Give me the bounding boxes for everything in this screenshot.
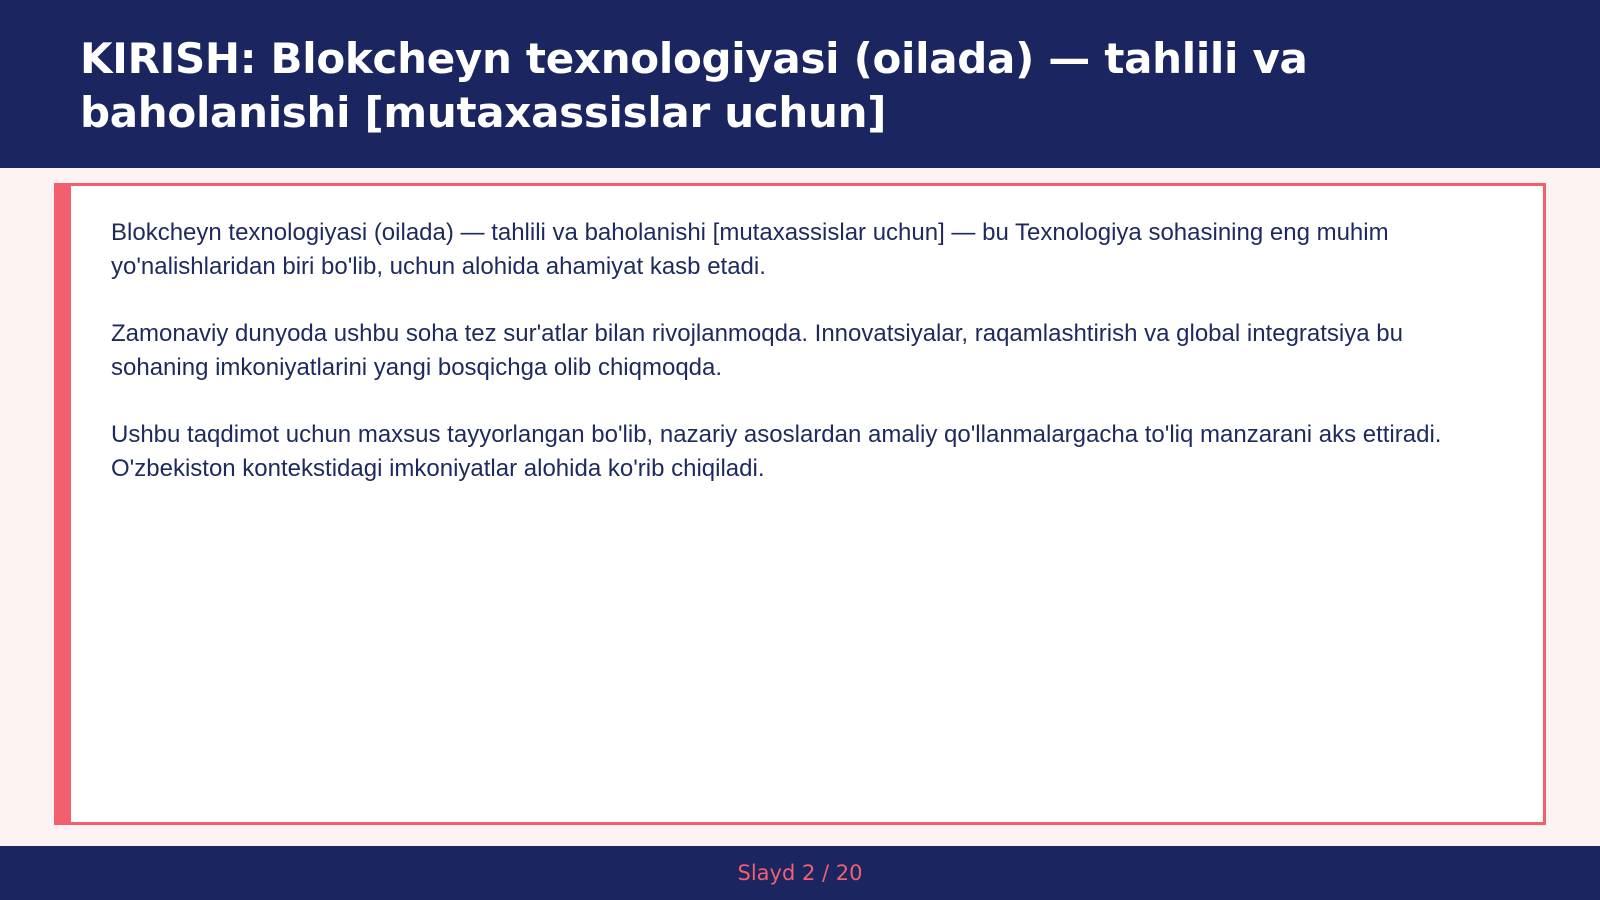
- paragraph-presentation: Ushbu taqdimot uchun maxsus tayyorlangan bo'lib, nazariy asoslardan amaliy qo'llanmalargacha to'liq manzarani aks ettiradi. O'zbekiston kontekstidagi imkoniyatlar alohida ko'rib chiqiladi.: [111, 421, 1442, 482]
- slide-title: KIRISH: Blokcheyn texnologiyasi (oilada) — tahlili va baholanishi [mutaxassislar uchun]: [80, 34, 1308, 137]
- content-card: [54, 183, 1546, 825]
- paragraph-modern-world: Zamonaviy dunyoda ushbu soha tez sur'atlar bilan rivojlanmoqda. Innovatsiyalar, raqamlashtirish va global integratsiya bu sohaning imkoniyatlarini yangi bosqichga olib chiqmoqda.: [111, 320, 1403, 381]
- slide-footer: [0, 846, 1600, 900]
- paragraph-intro: Blokcheyn texnologiyasi (oilada) — tahlili va baholanishi [mutaxassislar uchun] — bu Texnologiya sohasining eng muhim yo'nalishlaridan biri bo'lib, uchun alohida ahamiyat kasb etadi.: [111, 219, 1389, 280]
- slide-counter: Slayd 2 / 20: [737, 861, 863, 885]
- slide-header: [0, 0, 1600, 168]
